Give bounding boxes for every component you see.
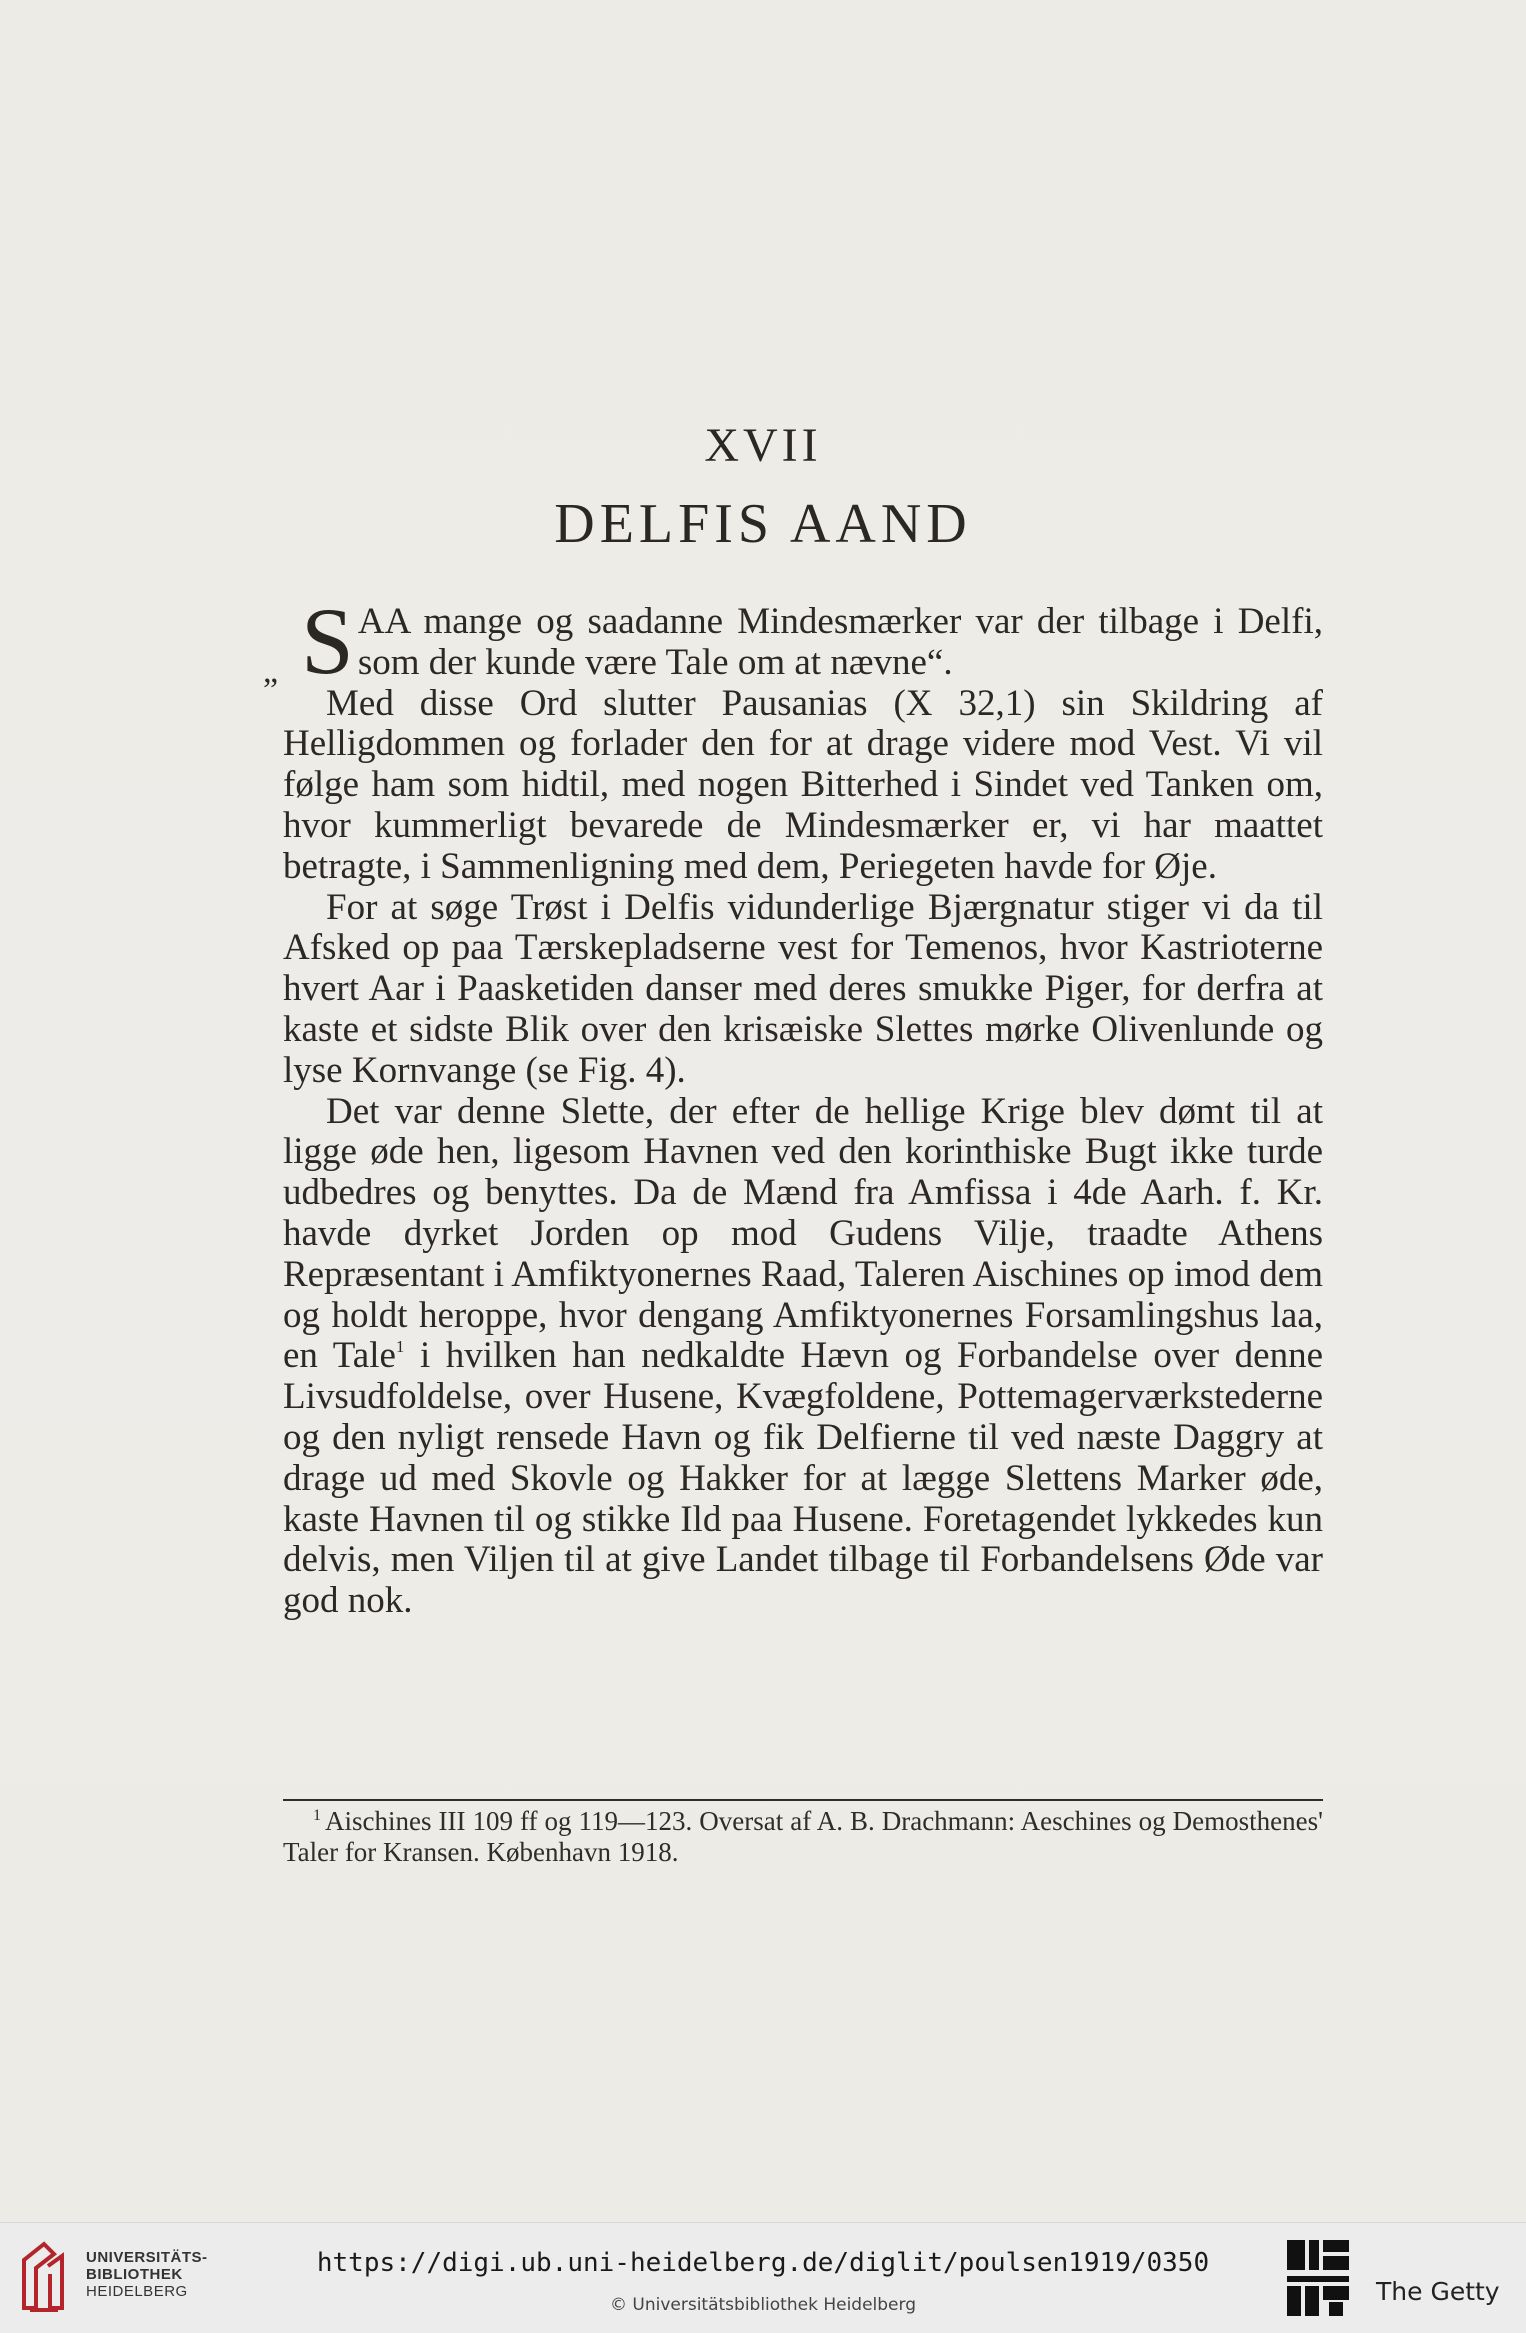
footnote-text: Aischines III 109 ff og 119—123. Oversat af A. B. Drachmann: Aeschines og Demosthenes' Taler for Kransen. København 1918. xyxy=(283,1806,1323,1867)
drop-cap: S xyxy=(301,588,354,694)
footnote-reference: 1 xyxy=(395,1337,405,1357)
paragraph-1-text: AA mange og saadanne Mindesmærker var der tilbage i Delfi, som der kunde være Tale om at nævne“. xyxy=(357,601,1323,683)
chapter-title: DELFIS AAND xyxy=(554,493,972,555)
paragraph-4-text-a: Det var denne Slette, der efter de hellige Krige blev dømt til at ligge øde hen, ligesom Havnen ved den korinthiske Bugt ikke turde udbedres og benyttes. Da de Mænd fra Amfissa i 4de Aarh. f. Kr. havde dyrket Jorden op mod Gudens Vilje, traadte Athens Repræsentant i Amfiktyonernes Raad, Taleren Aischines op imod dem og holdt heroppe, hvor dengang Amfiktyonernes Forsamlingshus laa, en Tale xyxy=(283,1090,1323,1377)
chapter-number: XVII xyxy=(704,419,822,472)
footnote-separator xyxy=(283,1799,1323,1801)
paragraph-4 xyxy=(283,1092,1323,1622)
getty-name: The Getty xyxy=(1376,2277,1500,2306)
paragraph-4-text-b: i hvilken han nedkaldte Hævn og Forbandelse over denne Livsudfoldelse, over Husene, Kvægfoldene, Pottemagerværkstederne og den nyligt rensede Havn og fik Delfierne til ved næste Daggry at drage ud med Skovle og Hakker for at lægge Slettens Marker øde, kaste Havnen til og stikke Ild paa Husene. Foretagendet lykkedes kun delvis, men Viljen til at give Landet tilbage til Forbandelsens Øde var god nok. xyxy=(283,1335,1323,1622)
copyright-notice: © Universitätsbibliothek Heidelberg xyxy=(609,2295,916,2315)
source-url-link[interactable]: https://digi.ub.uni-heidelberg.de/diglit/poulsen1919/0350 xyxy=(316,2248,1210,2278)
library-line-1: UNIVERSITÄTS- xyxy=(86,2249,208,2266)
footnote-mark: 1 xyxy=(313,1807,321,1824)
footnote xyxy=(283,1806,1323,1868)
getty-logo[interactable] xyxy=(1283,2236,1353,2326)
paragraph-3: For at søge Trøst i Delfis vidunderlige Bjærgnatur stiger vi da til Afsked op paa Tærskepladserne vest for Temenos, hvor Kastrioterne hvert Aar i Paasketiden danser med deres smukke Piger, for derfra at kaste et sidste Blik over den krisæiske Slettes mørke Olivenlunde og lyse Kornvange (se Fig. 4). xyxy=(283,886,1323,1091)
library-line-2: BIBLIOTHEK xyxy=(86,2266,183,2283)
library-line-3: HEIDELBERG xyxy=(86,2283,188,2300)
body-text xyxy=(263,588,1323,1622)
opening-quote-mark: „ xyxy=(263,653,279,690)
paragraph-1 xyxy=(263,588,1323,694)
bleed-through-shadow xyxy=(270,195,1330,241)
paragraph-2: Med disse Ord slutter Pausanias (X 32,1) sin Skildring af Helligdommen og forlader den for at drage videre mod Vest. Vi vil følge ham som hidtil, med nogen Bitterhed i Sindet ved Tanken om, hvor kummerligt bevarede de Mindesmærker er, vi har maattet betragte, i Sammenligning med dem, Periegeten havde for Øje. xyxy=(283,682,1323,887)
